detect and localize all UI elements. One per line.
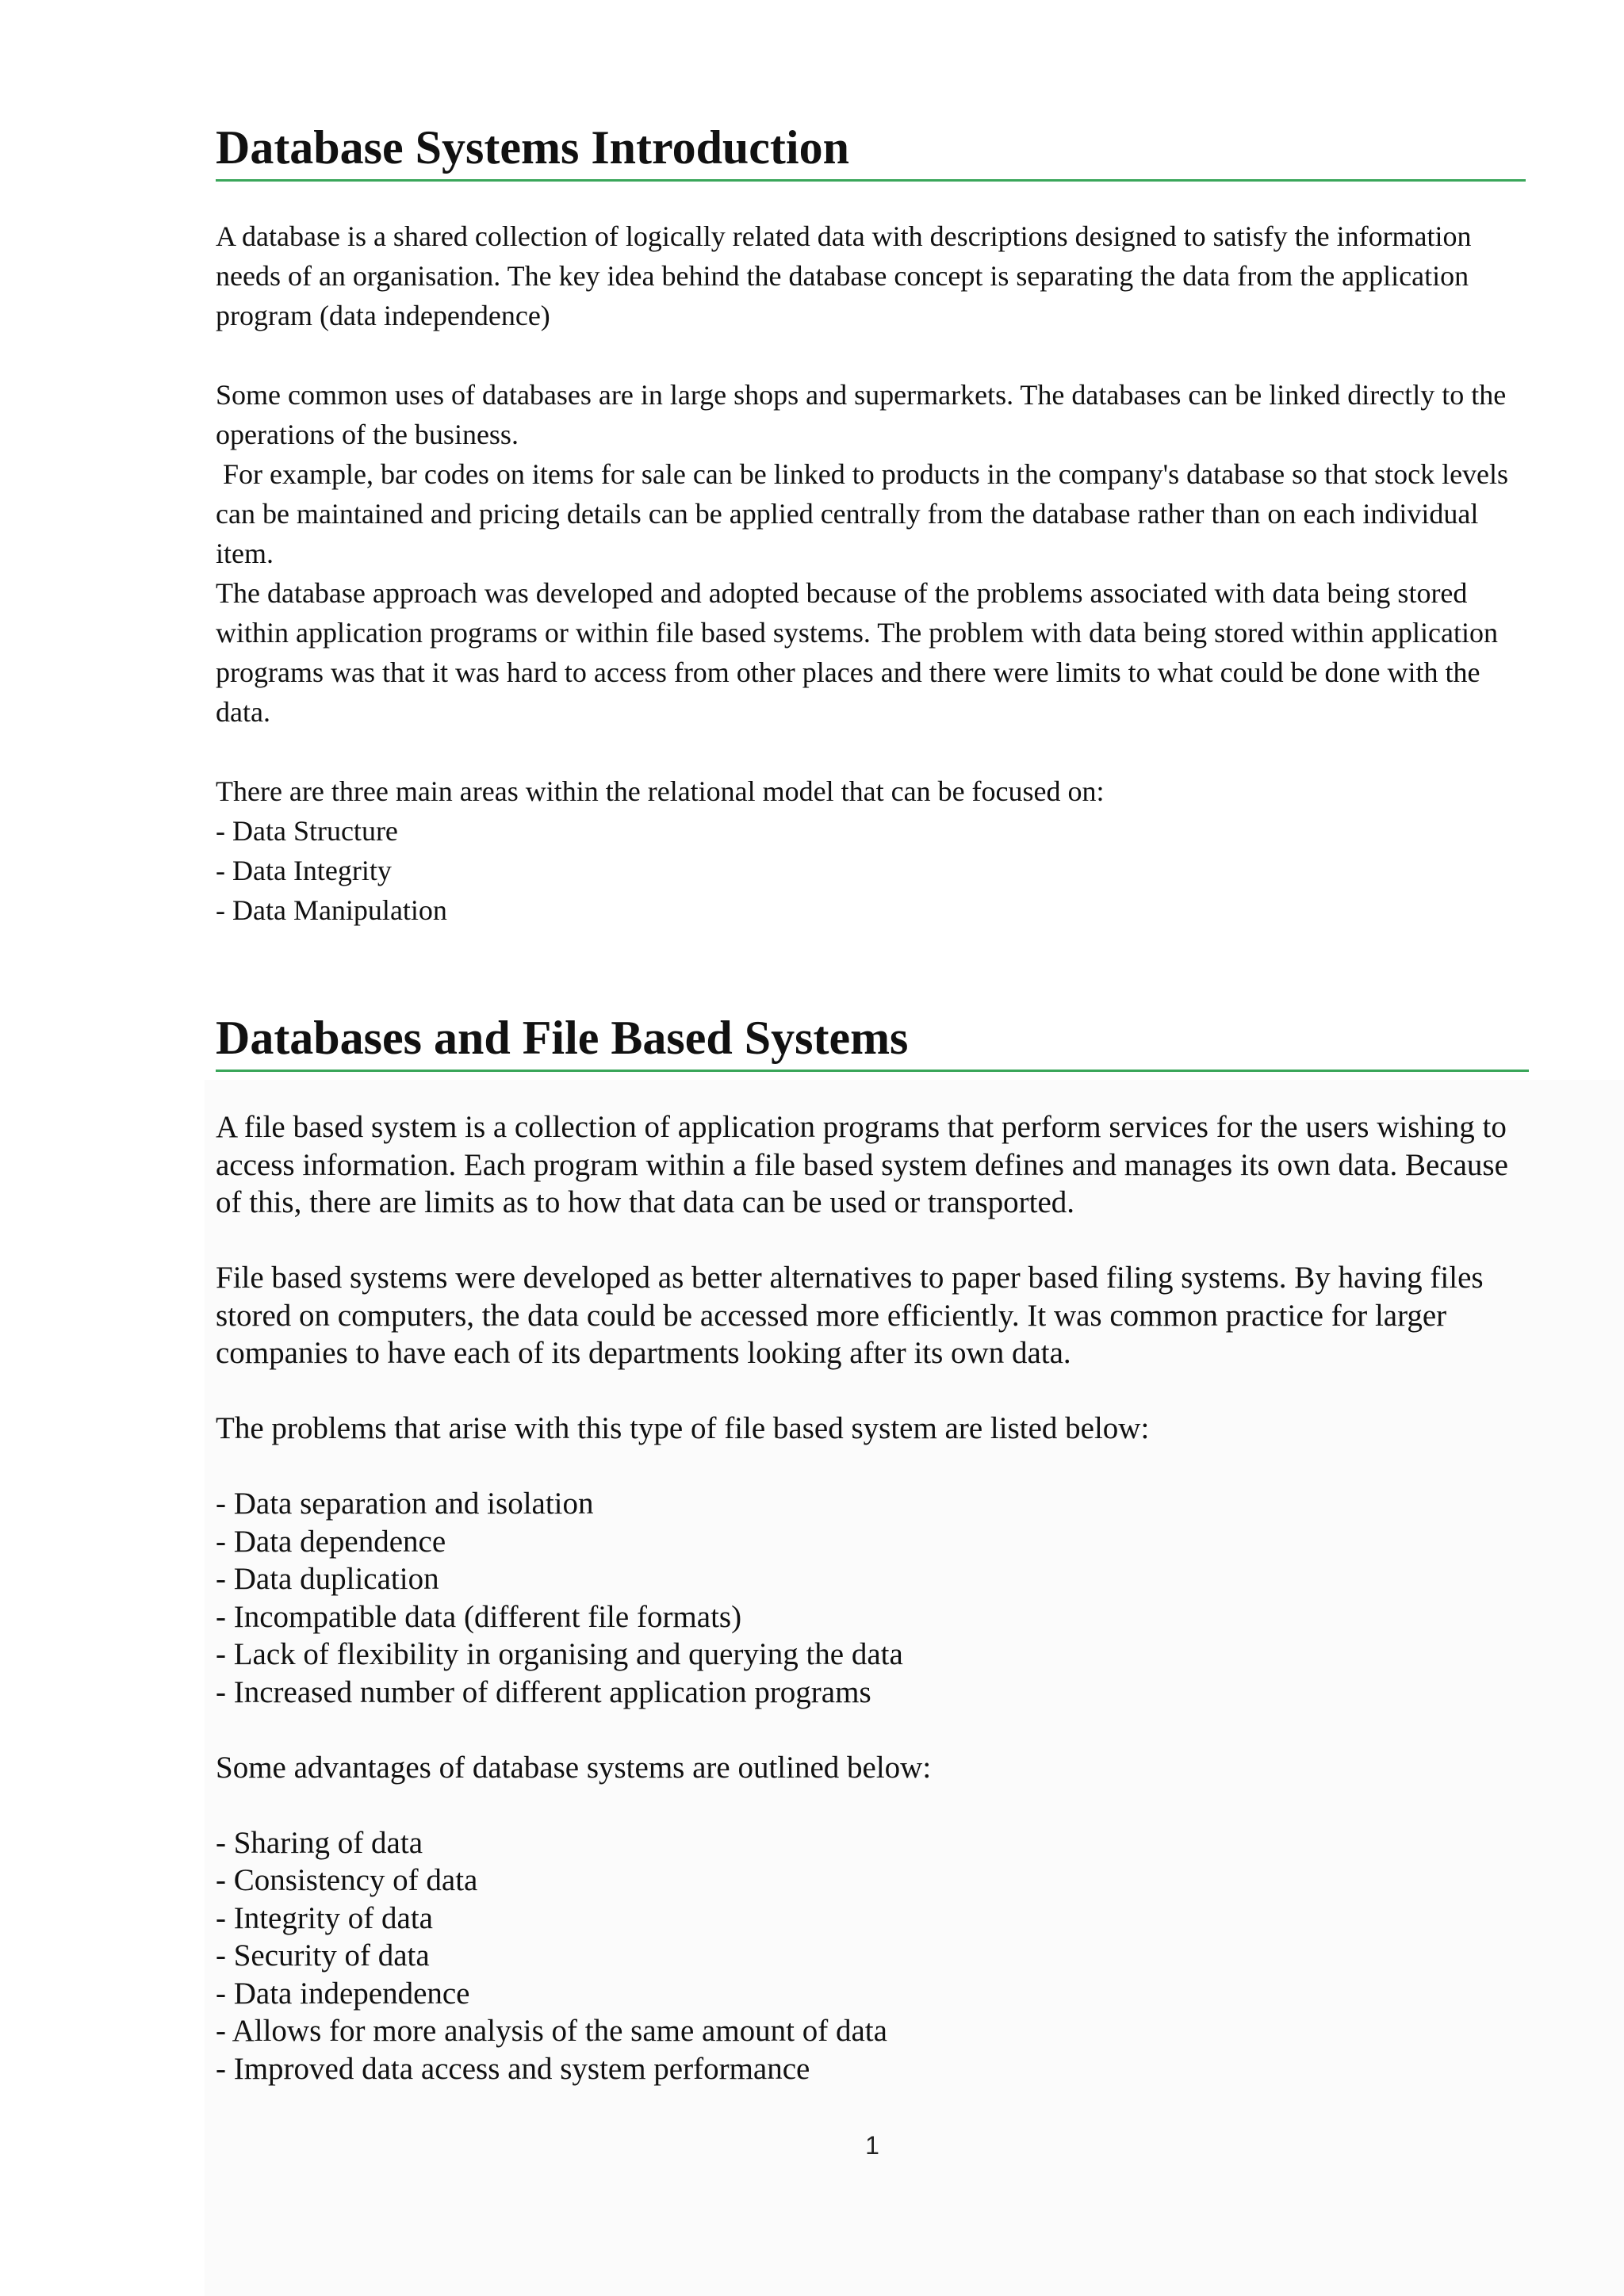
paragraph: A file based system is a collection of application programs that perform services for the users wishing to access information. Each program within a file based system defines and manages its own data. Because of this, there are limits as to how that data can be used or transported.	[216, 1110, 1508, 1219]
section-body	[216, 1108, 1529, 2087]
list-item: - Data Integrity	[216, 855, 392, 886]
list-item: - Data Structure	[216, 815, 398, 847]
list-item: - Security of data	[216, 1938, 430, 1973]
list-item: - Data Manipulation	[216, 894, 447, 926]
section-database-systems-introduction	[216, 119, 1529, 930]
section-databases-and-file-based-systems	[216, 1009, 1529, 2087]
list-item: - Data separation and isolation	[216, 1487, 594, 1521]
list-item: - Sharing of data	[216, 1825, 423, 1860]
paragraph: File based systems were developed as better alternatives to paper based filing systems. By having files stored on computers, the data could be accessed more efficiently. It was common practice for larger companies to have each of its departments looking after its own data.	[216, 1261, 1484, 1370]
paragraph: A database is a shared collection of logically related data with descriptions designed to satisfy the information needs of an organisation. The key idea behind the database concept is separating the data from the application program (data independence)	[216, 220, 1472, 331]
list-item: - Data duplication	[216, 1562, 439, 1596]
document-content	[216, 119, 1529, 2087]
paragraph: For example, bar codes on items for sale can be linked to products in the company's database so that stock levels can be maintained and pricing details can be applied centrally from the database rather than on each individual item.	[216, 458, 1516, 569]
paragraph: Some common uses of databases are in large shops and supermarkets. The databases can be linked directly to the operations of the business.	[216, 379, 1507, 450]
list-item: - Lack of flexibility in organising and querying the data	[216, 1637, 903, 1671]
paragraph: The database approach was developed and adopted because of the problems associated with data being stored within application programs or within file based systems. The problem with data being stored within application programs was that it was hard to access from other places and there were limits to what could be done with the data.	[216, 577, 1499, 728]
paragraph: There are three main areas within the relational model that can be focused on:	[216, 775, 1105, 807]
section-heading: Database Systems Introduction	[216, 119, 1526, 182]
section-heading: Databases and File Based Systems	[216, 1009, 1529, 1072]
section-body	[216, 216, 1529, 930]
list-item: - Increased number of different application programs	[216, 1674, 871, 1709]
paragraph: The problems that arise with this type of file based system are listed below:	[216, 1411, 1150, 1445]
list-item: - Consistency of data	[216, 1863, 478, 1897]
list-item: - Integrity of data	[216, 1900, 433, 1935]
list-item: - Data dependence	[216, 1524, 446, 1559]
list-item: - Incompatible data (different file formats)	[216, 1599, 742, 1634]
list-item: - Data independence	[216, 1976, 470, 2011]
list-item: - Allows for more analysis of the same amount of data	[216, 2014, 887, 2048]
list-item: - Improved data access and system performance	[216, 2051, 810, 2086]
paragraph: Some advantages of database systems are outlined below:	[216, 1750, 932, 1785]
page-number: 1	[865, 2131, 879, 2160]
